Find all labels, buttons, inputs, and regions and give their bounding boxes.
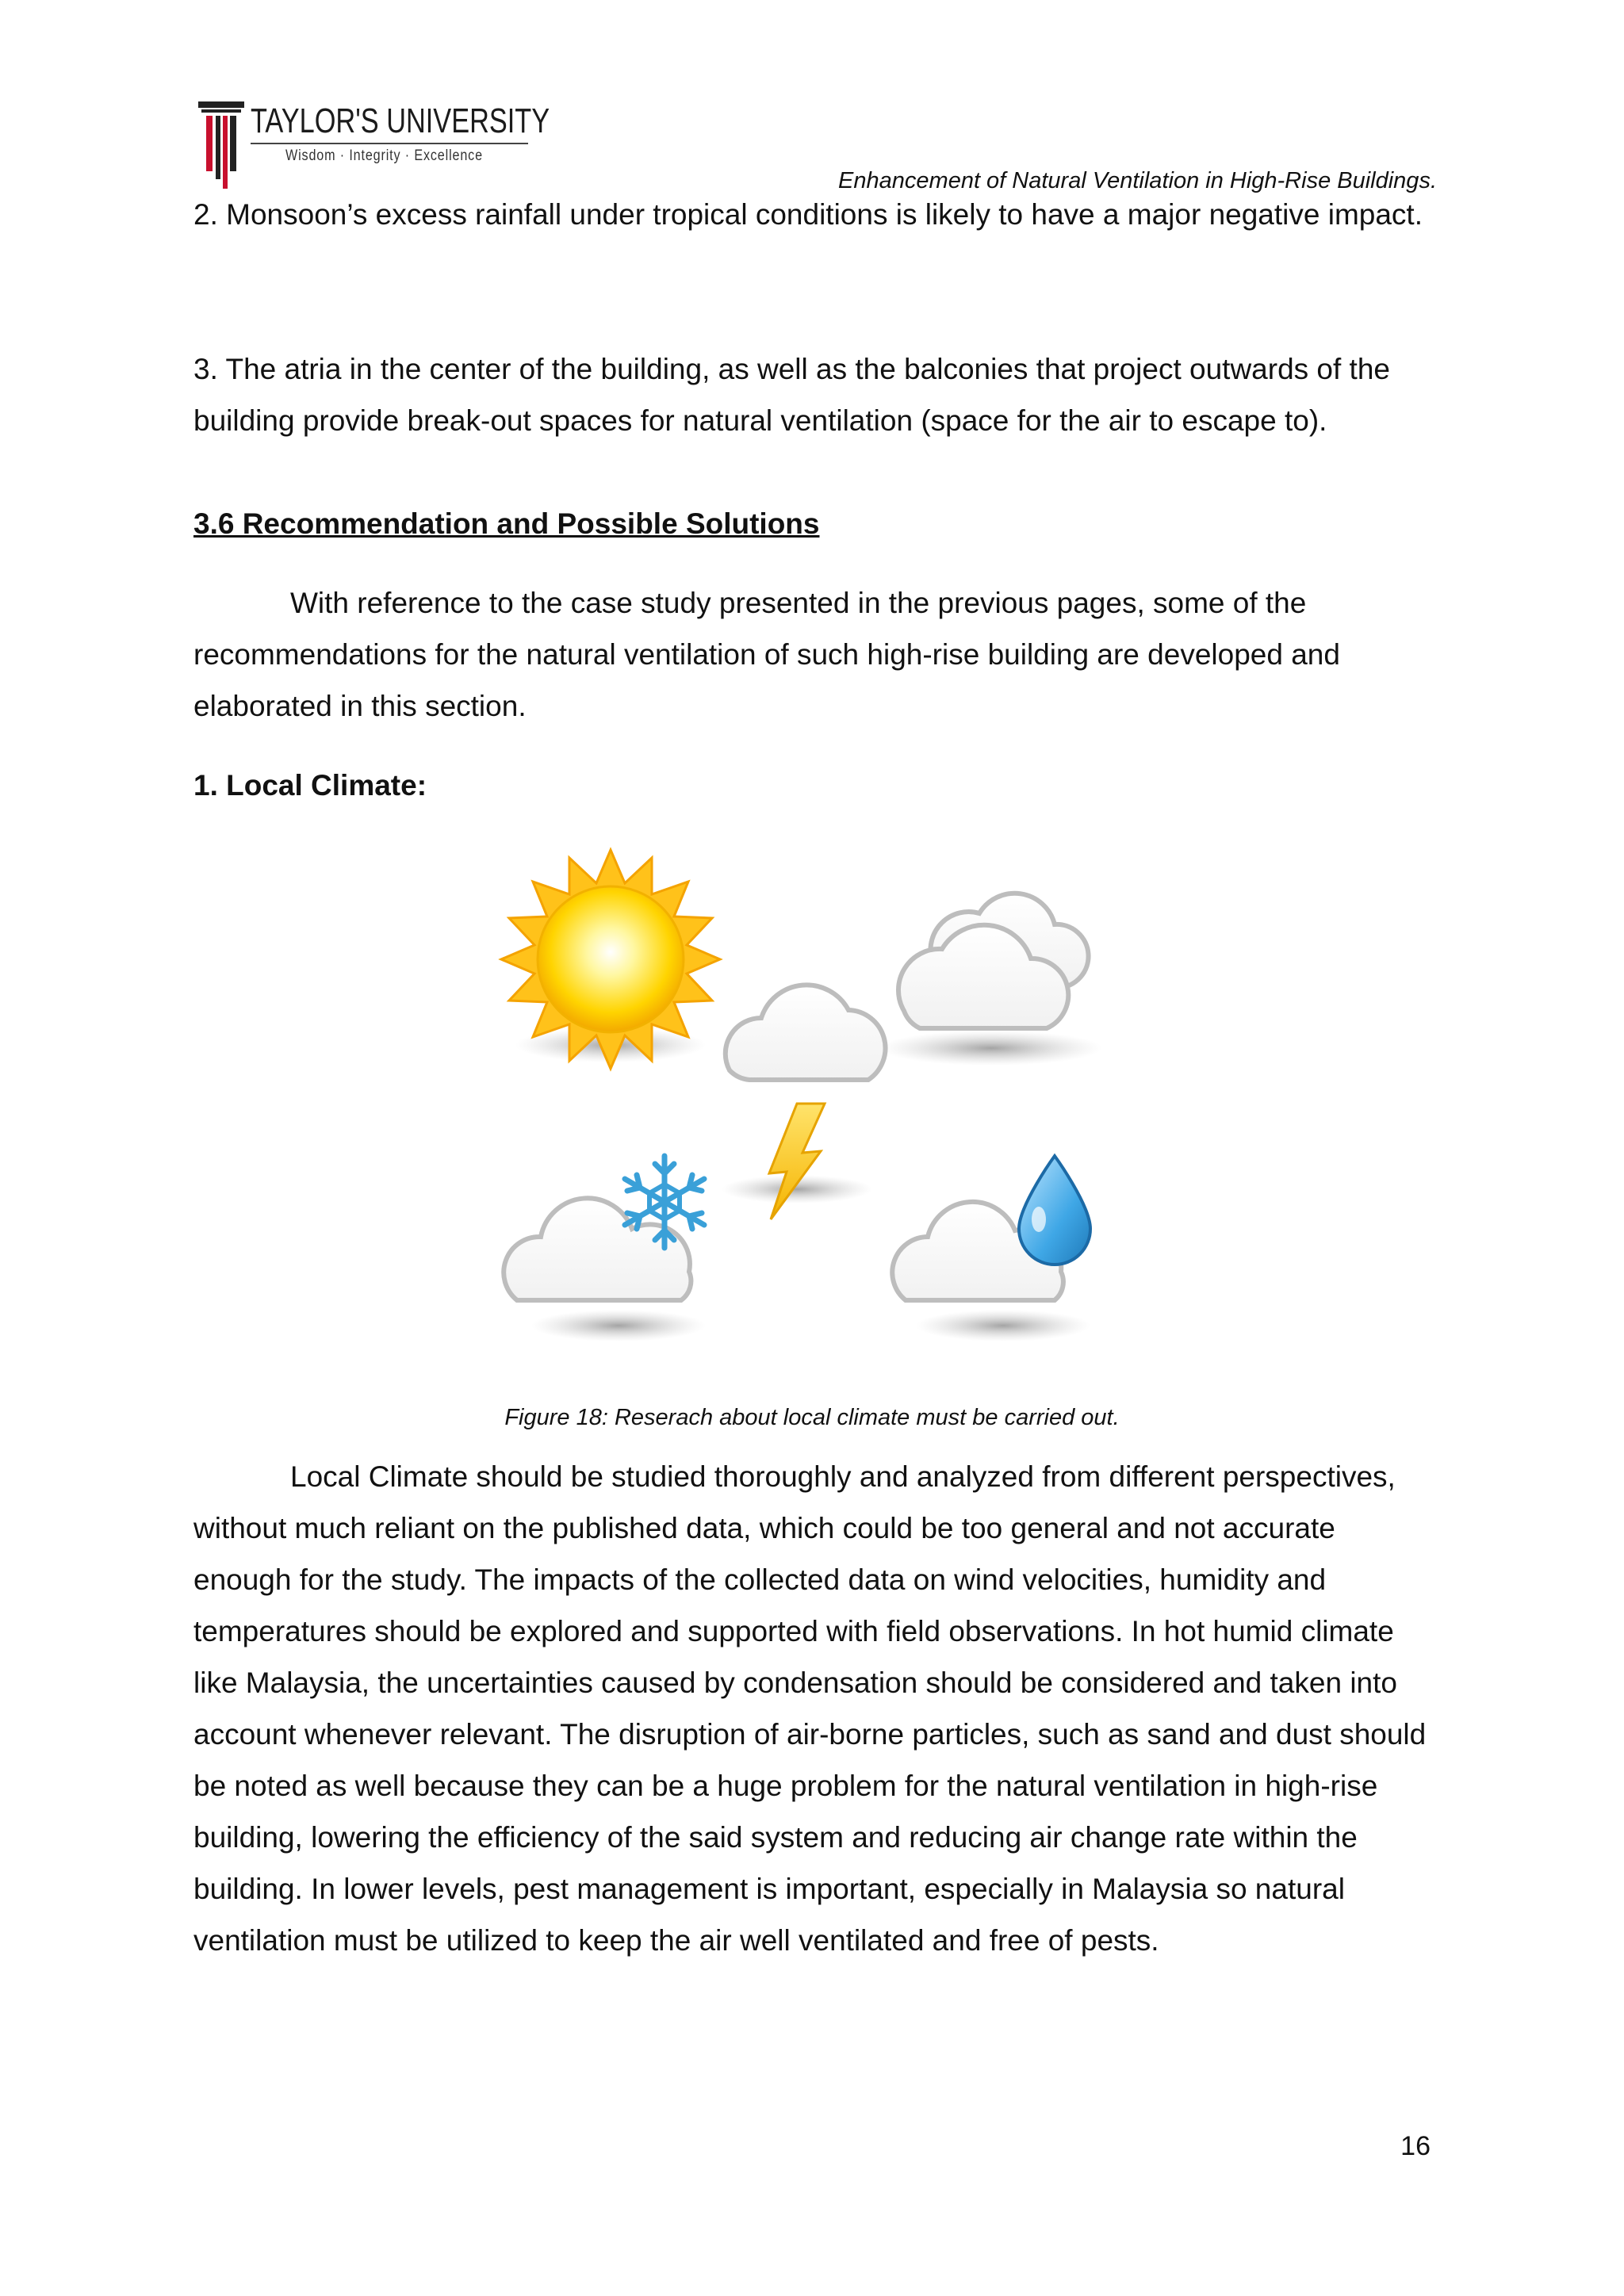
paragraph-point-2: 2. Monsoon’s excess rainfall under tropical conditions is likely to have a major negative impact. <box>193 198 1423 231</box>
section-heading: 3.6 Recommendation and Possible Solutions <box>193 507 820 540</box>
sun-icon <box>501 850 720 1069</box>
figure-caption: Figure 18: Reserach about local climate must be carried out. <box>504 1405 1120 1430</box>
shield-crest-icon <box>198 101 244 189</box>
rain-cloud-icon <box>892 1156 1090 1341</box>
cloud-icon <box>880 894 1102 1066</box>
snow-cloud-icon <box>504 1156 706 1341</box>
local-climate-paragraph: Local Climate should be studied thoroughly and analyzed from different perspectives, without much reliant on the published data, which could be too general and not accurate enough for the study. The impacts of the collected data on wind velocities, humidity and temperatures should be explored and supported with field observations. In hot humid climate like Malaysia, the uncertainties caused by condensation should be considered and taken into account whenever relevant. The disruption of air-borne particles, such as sand and dust should be noted as well because they can be a huge problem for the natural ventilation in high-rise building, lowering the efficiency of the said system and reducing air change rate within the building. In lower levels, pest management is important, especially in Malaysia so natural ventilation must be utilized to keep the air well ventilated and free of pests. <box>193 1460 1427 1957</box>
university-logo <box>198 101 550 189</box>
lightning-cloud-icon <box>722 985 886 1219</box>
page-number: 16 <box>1400 2131 1431 2161</box>
weather-icons-figure <box>492 840 1126 1364</box>
subheading-local-climate: 1. Local Climate: <box>193 769 427 802</box>
logo-divider <box>251 143 528 144</box>
logo-tagline: Wisdom · Integrity · Excellence <box>285 147 483 164</box>
logo-title: TAYLOR'S UNIVERSITY <box>251 101 550 140</box>
intro-paragraph: With reference to the case study presented in the previous pages, some of the recommendations for the natural ventilation of such high-rise building are developed and elaborated in this section. <box>193 587 1340 722</box>
paragraph-point-3: 3. The atria in the center of the building, as well as the balconies that project outwards of the building provide break-out spaces for natural ventilation (space for the air to escape to). <box>193 353 1390 437</box>
running-title: Enhancement of Natural Ventilation in High-Rise Buildings. <box>838 168 1437 193</box>
